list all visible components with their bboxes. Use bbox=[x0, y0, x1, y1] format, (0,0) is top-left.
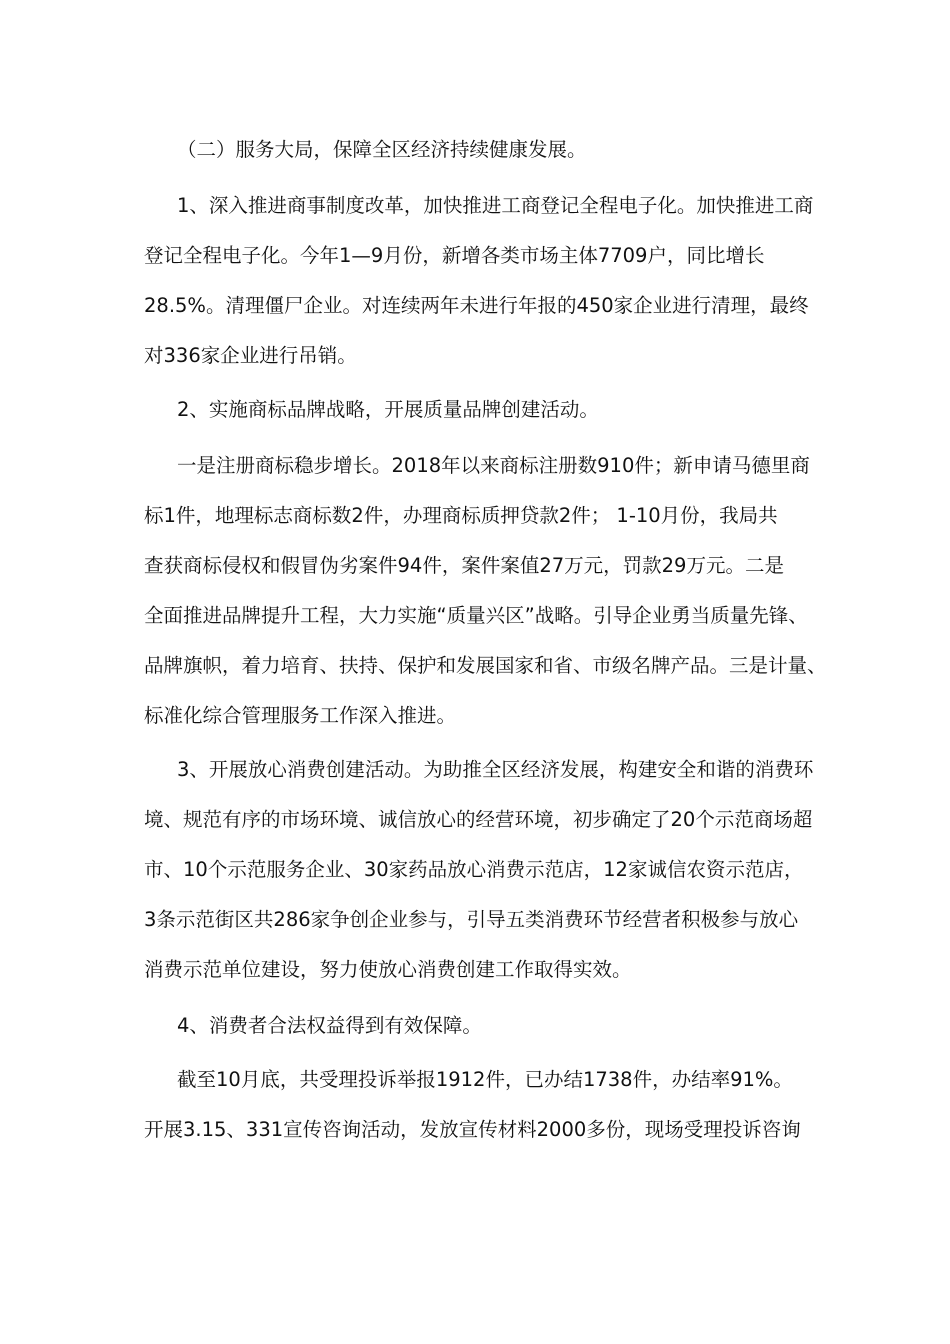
paragraph-line: 开展3.15、331宣传咨询活动，发放宣传材料2000多份，现场受理投诉咨询 bbox=[144, 1118, 801, 1141]
paragraph-line: 查获商标侵权和假冒伪劣案件94件，案件案值27万元，罚款29万元。二是 bbox=[144, 554, 784, 577]
paragraph-line: 境、规范有序的市场环境、诚信放心的经营环境，初步确定了20个示范商场超 bbox=[144, 808, 813, 831]
paragraph-line: 一是注册商标稳步增长。2018年以来商标注册数910件；新申请马德里商 bbox=[177, 454, 810, 477]
paragraph-line: 市、10个示范服务企业、30家药品放心消费示范店，12家诚信农资示范店， bbox=[144, 858, 804, 881]
section-heading: （二）服务大局，保障全区经济持续健康发展。 bbox=[177, 138, 587, 161]
paragraph-line: 1、深入推进商事制度改革，加快推进工商登记全程电子化。加快推进工商 bbox=[177, 194, 814, 217]
paragraph-line: 标准化综合管理服务工作深入推进。 bbox=[144, 704, 457, 727]
paragraph-line: 3、开展放心消费创建活动。为助推全区经济发展，构建安全和谐的消费环 bbox=[177, 758, 814, 781]
paragraph-line: 登记全程电子化。今年1—9月份，新增各类市场主体7709户，同比增长 bbox=[144, 244, 765, 267]
paragraph-line: 品牌旗帜，着力培育、扶持、保护和发展国家和省、市级名牌产品。三是计量、 bbox=[144, 654, 827, 677]
paragraph-line: 28.5%。清理僵尸企业。对连续两年未进行年报的450家企业进行清理，最终 bbox=[144, 294, 809, 317]
paragraph-line: 截至10月底，共受理投诉举报1912件，已办结1738件，办结率91%。 bbox=[177, 1068, 793, 1091]
paragraph-line: 全面推进品牌提升工程，大力实施“质量兴区”战略。引导企业勇当质量先锋、 bbox=[144, 604, 808, 627]
subsection-heading: 4、消费者合法权益得到有效保障。 bbox=[177, 1014, 482, 1037]
paragraph-line: 3条示范街区共286家争创企业参与，引导五类消费环节经营者积极参与放心 bbox=[144, 908, 799, 931]
paragraph-line: 对336家企业进行吊销。 bbox=[144, 344, 357, 367]
paragraph-line: 标1件，地理标志商标数2件，办理商标质押贷款2件； 1-10月份，我局共 bbox=[144, 504, 778, 527]
paragraph-line: 消费示范单位建设，努力使放心消费创建工作取得实效。 bbox=[144, 958, 632, 981]
subsection-heading: 2、实施商标品牌战略，开展质量品牌创建活动。 bbox=[177, 398, 599, 421]
